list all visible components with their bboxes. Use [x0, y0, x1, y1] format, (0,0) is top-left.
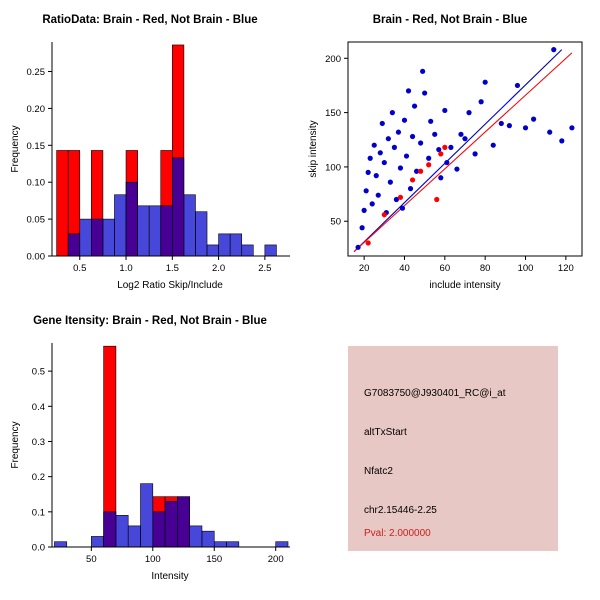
svg-text:50: 50: [330, 216, 341, 228]
panel-hist-ratio-title: RatioData: Brain - Red, Not Brain - Blue: [42, 14, 258, 26]
svg-text:20: 20: [358, 263, 370, 274]
svg-text:0.05: 0.05: [26, 214, 45, 226]
panel-hist-intensity: [0, 315, 300, 327]
svg-text:1.0: 1.0: [119, 263, 133, 274]
info-panel: [348, 346, 558, 551]
panel-scatter-title: Brain - Red, Not Brain - Blue: [372, 14, 528, 26]
svg-text:150: 150: [325, 108, 341, 120]
svg-text:40: 40: [399, 263, 410, 274]
info-event: altTxStart: [364, 427, 407, 438]
svg-text:100: 100: [517, 263, 534, 274]
svg-text:120: 120: [557, 263, 574, 274]
info-locus: chr2.15446-2.25: [364, 505, 437, 516]
svg-text:0.3: 0.3: [31, 436, 45, 448]
panel-scatter: [300, 14, 600, 26]
svg-text:0.0: 0.0: [31, 542, 45, 554]
info-probe: G7083750@J930401_RC@i_at: [364, 388, 506, 399]
svg-text:0.4: 0.4: [31, 401, 45, 413]
svg-text:60: 60: [439, 263, 451, 274]
svg-text:2.0: 2.0: [211, 263, 226, 274]
svg-text:150: 150: [206, 554, 223, 565]
panel-hist-ratio: [0, 14, 300, 26]
hist-ratio-plot: [0, 28, 300, 303]
svg-text:0.20: 0.20: [26, 103, 45, 115]
svg-text:0.10: 0.10: [26, 177, 45, 189]
svg-text:Intensity: Intensity: [151, 571, 189, 582]
svg-text:100: 100: [325, 162, 341, 174]
svg-text:80: 80: [479, 263, 491, 274]
svg-text:Frequency: Frequency: [10, 125, 21, 173]
info-pval: Pval: 2.000000: [364, 528, 431, 539]
svg-text:100: 100: [144, 554, 161, 565]
svg-text:0.5: 0.5: [31, 366, 45, 378]
svg-text:Frequency: Frequency: [10, 421, 21, 469]
svg-text:0.15: 0.15: [26, 140, 45, 152]
svg-text:0.00: 0.00: [26, 251, 45, 263]
hist-intensity-plot: [0, 329, 300, 594]
panel-hist-intensity-title: Gene Itensity: Brain - Red, Not Brain - Blue: [33, 315, 267, 327]
svg-text:1.5: 1.5: [165, 263, 179, 274]
svg-text:Log2 Ratio Skip/Include: Log2 Ratio Skip/Include: [117, 280, 223, 291]
svg-text:include intensity: include intensity: [429, 280, 501, 291]
svg-text:200: 200: [325, 53, 341, 65]
svg-text:skip intensity: skip intensity: [308, 120, 319, 178]
svg-text:50: 50: [86, 554, 97, 565]
svg-text:2.5: 2.5: [258, 263, 272, 274]
svg-text:200: 200: [267, 554, 284, 565]
svg-text:0.1: 0.1: [31, 507, 45, 519]
svg-text:0.2: 0.2: [31, 472, 45, 484]
svg-text:0.5: 0.5: [73, 263, 87, 274]
scatter-plot: [300, 28, 600, 303]
info-gene: Nfatc2: [364, 466, 393, 477]
svg-text:0.25: 0.25: [26, 67, 45, 79]
